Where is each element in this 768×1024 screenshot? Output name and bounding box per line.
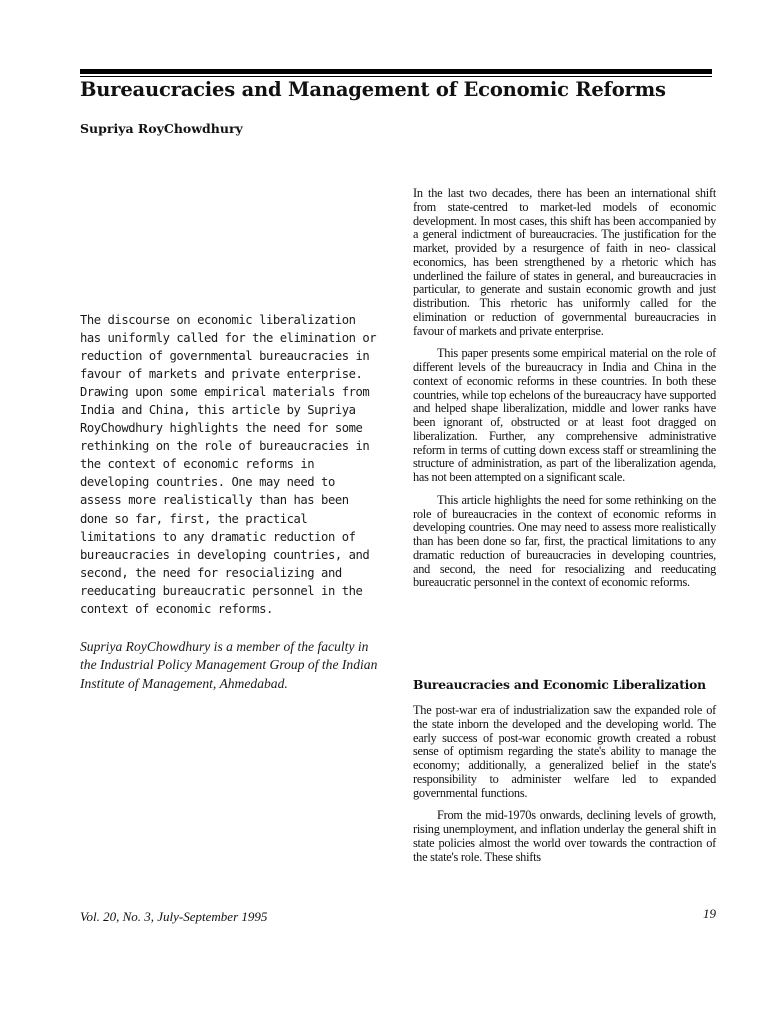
header-rule-thick	[80, 69, 712, 74]
body-column-bottom	[413, 704, 716, 864]
page-number: 19	[703, 906, 716, 921]
body-paragraph-2: This paper presents some empirical material on the role of different levels of the bureaucracy in India and China in the context of economic reforms in these countries. In both these countries, while top echelons of the bureaucracy have supported and helped shape liberalization, middle and lower ranks have been ignorant of, obstructed or at least foot dragged on liberalization. Further, any comprehensive administrative reform in terms of cutting down excess staff or streamlining the structure of administration, as part of the liberalization agenda, has not been attempted on a significant scale.	[413, 346, 716, 484]
journal-citation: Vol. 20, No. 3, July-September 1995	[80, 909, 268, 924]
body-paragraph-1: In the last two decades, there has been an international shift from state-centred to market-led models of economic development. In most cases, this shift has been accompanied by a general indictment of bureaucracies. The justification for the market, provided by a resurgence of faith in neo- classical economics, has been strengthened by a rhetoric which has underlined the failure of states in general, and bureaucracies in particular, to generate and sustain economic growth and just distribution. This rhetoric has uniformly called for the elimination or reduction of governmental bureaucracies in favour of markets and private enterprise.	[413, 186, 716, 338]
section-heading: Bureaucracies and Economic Liberalization	[413, 677, 706, 692]
author-bio: Supriya RoyChowdhury is a member of the faculty in the Industrial Policy Management Group of the Indian Institute of Management, Ahmedabad.	[80, 639, 378, 691]
section-paragraph-1: The post-war era of industrialization saw the expanded role of the state inborn the developed and the developing world. The early success of post-war economic growth created a robust sense of optimism regarding the state's ability to manage the economy; additionally, a generalized belief in the state's responsibility to administer welfare led to expanded governmental functions.	[413, 703, 716, 800]
section-paragraph-2: From the mid-1970s onwards, declining levels of growth, rising unemployment, and inflation underlay the general shift in state policies almost the world over towards the contraction of the state's role. These shifts	[413, 808, 716, 864]
body-paragraph-3: This article highlights the need for some rethinking on the role of bureaucracies in the context of economic reforms in developing countries. One may need to assess more realistically than has been done so far, first, the practical limitations to any dramatic reduction of bureaucracies in developing countries, and second, the need for resocializing and reeducating bureaucratic personnel in the context of economic reforms.	[413, 492, 716, 590]
article-title: Bureaucracies and Management of Economic Reforms	[80, 78, 666, 101]
header-rule-thin	[80, 76, 712, 77]
article-author: Supriya RoyChowdhury	[80, 121, 243, 136]
abstract: The discourse on economic liberalization has uniformly called for the elimination or reduction of governmental bureaucracies in favour of markets and private enterprise. Drawing upon some empirical materials from India and China, this article by Supriya RoyChowdhury highlights the need for some rethinking on the role of bureaucracies in the context of economic reforms in developing countries. One may need to assess more realistically than has been done so far, first, the practical limitations to any dramatic reduction of bureaucracies in developing countries, and second, the need for resocializing and reeducating bureaucratic personnel in the context of economic reforms.	[80, 313, 377, 616]
body-column-top	[413, 187, 716, 590]
